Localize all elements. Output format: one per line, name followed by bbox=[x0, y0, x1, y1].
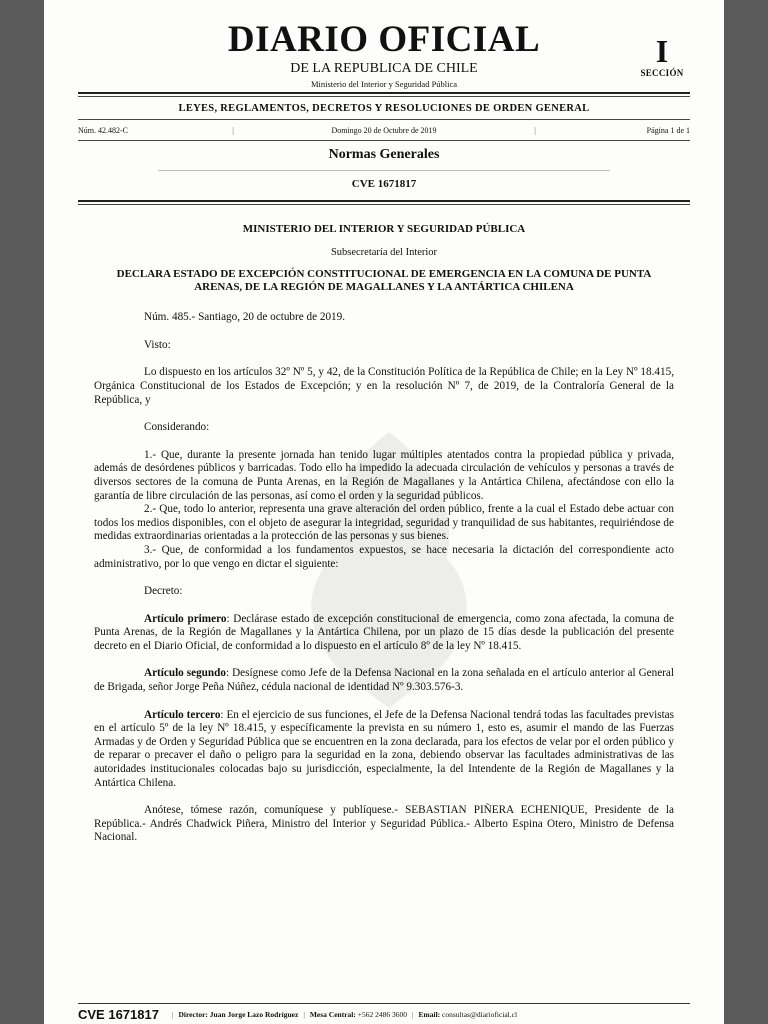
section-number: I bbox=[655, 33, 669, 69]
article-1-text: : Declárase estado de excepción constitucional de emergencia, como zona afectada, la comuna de Punta Arenas, de la Región de Magallanes y la Antártica Chilena, por un plazo de 15 días desde la publicación del presente decreto en el Diario Oficial, de conformidad a lo dispuesto en el artículo 8º de la ley Nº 18.415. bbox=[94, 612, 674, 652]
info-separator: | bbox=[232, 125, 234, 135]
email-link[interactable]: consultas@diarioficial.cl bbox=[442, 1009, 518, 1019]
considerando-heading: Considerando: bbox=[144, 421, 210, 434]
masthead-subtitle: DE LA REPUBLICA DE CHILE bbox=[290, 61, 478, 76]
article-3-text: : En el ejercicio de sus funciones, el Jefe de la Defensa Nacional tendrá todas las facultades previstas en el artículo 5º de la ley Nº 18.415, y específicamente la prevista en su número 1, esto es, asumir el mando de las Fuerzas Armadas y de Orden y Seguridad Pública que se encuentren en la zona declarada, para los efectos de velar por el orden público y de reparar o precaver el daño o peligro para la seguridad en la zona, debiendo observar las facultades administrativas de las autoridades institucionales colocadas bajo su jurisdicción, especialmente, la del Intendente de la Región de Magallanes y la Antártica Chilena. bbox=[94, 708, 674, 789]
document-body bbox=[78, 205, 690, 845]
masthead-title: DIARIO OFICIAL bbox=[227, 19, 541, 60]
subsecretaria: Subsecretaría del Interior bbox=[330, 246, 438, 258]
footer-cve: CVE 1671817 bbox=[78, 1006, 159, 1022]
banner: LEYES, REGLAMENTOS, DECRETOS Y RESOLUCIONES DE ORDEN GENERAL bbox=[178, 103, 590, 114]
considerando-1: 1.- Que, durante la presente jornada han tenido lugar múltiples atentados contra la propiedad pública y privada, además de desórdenes públicos y barricadas. Todo ello ha impedido la adecuada circulación de vehículos y personas a través de diversos sectores de la comuna de Punta Arenas, en la Región de Magallanes y la Antártica Chilena, afectándose con ello la garantía de libre circulación de las personas, así como el orden y la seguridad públicos. bbox=[94, 448, 674, 502]
ministry-heading: MINISTERIO DEL INTERIOR Y SEGURIDAD PÚBLICA bbox=[242, 223, 526, 235]
mesa-phone: +562 2486 3600 bbox=[357, 1009, 407, 1019]
mesa-label: Mesa Central: bbox=[309, 1009, 356, 1019]
visto-text: Lo dispuesto en los artículos 32º Nº 5, y 42, de la Constitución Política de la República de Chile; en la Ley Nº 18.415, Orgánica Constitucional de los Estados de Excepción; y en la resolución Nº 7, de 2019, de la Contraloría General de la República, y bbox=[94, 366, 674, 406]
page-footer: CVE 1671817 | Director: Juan Jorge Lazo Rodríguez | Mesa Central: +562 2486 3600 | Email: consultas@diarioficial.cl bbox=[78, 1003, 690, 1024]
article-2-heading: Artículo segundo bbox=[144, 667, 226, 680]
document-page bbox=[44, 0, 724, 1024]
article-3 bbox=[94, 709, 674, 791]
considerando-3: 3.- Que, de conformidad a los fundamentos expuestos, se hace necesaria la dictación del correspondiente acto administrativo, por lo que vengo en dictar el siguiente: bbox=[94, 543, 674, 570]
section-title: Normas Generales bbox=[328, 147, 440, 162]
decree-number: Núm. 485.- Santiago, 20 de octubre de 2019. bbox=[144, 311, 346, 324]
email-label: Email: bbox=[418, 1009, 441, 1019]
section-label: SECCIÓN bbox=[640, 68, 684, 78]
article-1-heading: Artículo primero bbox=[144, 612, 227, 625]
info-separator: | bbox=[534, 125, 536, 135]
decree-title: DECLARA ESTADO DE EXCEPCIÓN CONSTITUCIONAL DE EMERGENCIA EN LA COMUNA DE PUNTA ARENAS, DE LA REGIÓN DE MAGALLANES Y LA ANTÁRTICA CHILENA bbox=[116, 268, 652, 294]
issue-date: Domingo 20 de Octubre de 2019 bbox=[331, 125, 437, 135]
visto-heading: Visto: bbox=[144, 338, 171, 351]
section-marker bbox=[632, 34, 692, 78]
article-2 bbox=[94, 667, 674, 694]
masthead-ministry: Ministerio del Interior y Seguridad Pública bbox=[310, 79, 458, 89]
info-bar bbox=[78, 120, 690, 140]
article-3-heading: Artículo tercero bbox=[144, 708, 221, 721]
decreto-heading: Decreto: bbox=[144, 585, 183, 598]
cve-code: CVE 1671817 bbox=[351, 178, 417, 190]
issue-number: Núm. 42.482-C bbox=[78, 125, 128, 135]
considerando-2: 2.- Que, todo lo anterior, representa una grave alteración del orden público, frente a la cual el Estado debe actuar con todos los medios disponibles, con el objeto de asegurar la integridad, seguridad y tranquilidad de sus habitantes, requiriéndose de medidas extraordinarias orientadas a la protección de las personas y sus bienes. bbox=[94, 503, 674, 543]
director-label: Director: bbox=[178, 1009, 208, 1019]
closing-signatures: Anótese, tómese razón, comuníquese y publíquese.- SEBASTIAN PIÑERA ECHENIQUE, Presidente de la República.- Andrés Chadwick Piñera, Ministro del Interior y Seguridad Pública.- Alberto Espina Otero, Ministro de Defensa Nacional. bbox=[94, 804, 674, 844]
page-count: Página 1 de 1 bbox=[646, 125, 690, 135]
director-name: Juan Jorge Lazo Rodríguez bbox=[209, 1009, 299, 1019]
masthead bbox=[78, 0, 690, 92]
article-2-text: : Desígnese como Jefe de la Defensa Nacional en la zona señalada en el artículo anterior al General de Brigada, señor Jorge Peña Núñez, cédula nacional de identidad Nº 9.303.576-3. bbox=[94, 667, 674, 694]
article-1 bbox=[94, 613, 674, 654]
